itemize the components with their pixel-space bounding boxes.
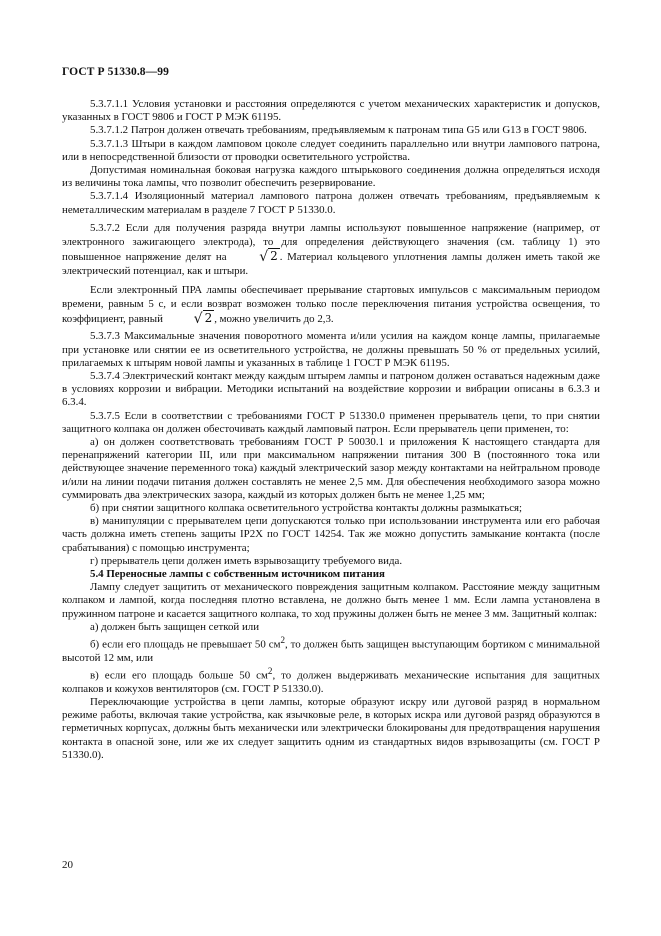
paragraph-5-3-7-4: 5.3.7.4 Электрический контакт между каждым штырем лампы и патроном должен оставаться надежным даже в условиях коррозии и вибрации. Методики испытаний на воздействие коррозии и вибрации описаны в 6.3.3 и 6.3.4. — [62, 369, 600, 409]
paragraph-5-3-7-1-4: 5.3.7.1.4 Изоляционный материал лампового патрона должен отвечать требованиям, предъявляемым к неметаллическим материалам в разделе 7 ГОСТ Р 51330.0. — [62, 190, 600, 216]
sqrt-value: 2 — [270, 248, 278, 263]
paragraph-protective-cover: Лампу следует защитить от механического повреждения защитным колпаком. Расстояние между защитным колпаком и лампой, когда последняя плотно вставлена, не должно быть менее 1 мм. Если лампа установлена в пружинном патроне и касается защитного колпака, то ход пружины должен быть не менее 3 мм. Защитный колпак: — [62, 581, 600, 620]
cover-item-v-text-b: , то должен выдерживать механические испытания для защитных колпаков и кожухов вентиляторов (см. ГОСТ Р 51330.0). — [62, 669, 600, 695]
paragraph-5-3-7-5: 5.3.7.5 Если в соответствии с требованиями ГОСТ Р 51330.0 применен прерыватель цепи, то при снятии защитного колпака он должен обесточивать каждый ламповый патрон. Если прерыватель цепи применен, то: — [62, 409, 600, 435]
paragraph-electronic-ballast-text-a: Если электронный ПРА лампы обеспечивает прерывание стартовых импульсов с максимальным периодом времени, равным 5 с, и если возврат возможен только после переключения питания устройства освещения, то коэффициент, равный — [62, 283, 600, 325]
sqrt-symbol-2: √ 2 — [193, 310, 213, 327]
list-item-v: в) манипуляции с прерывателем цепи допускаются только при использовании инструмента или его рабочая часть должна иметь степень защиты IP2X по ГОСТ 14254. Так же можно допустить замыкание контакта (после срабатывания) с помощью инструмента; — [62, 515, 600, 554]
paragraph-electronic-ballast-text-b: , можно увеличить до 2,3. — [214, 312, 334, 325]
paragraph-5-3-7-3: 5.3.7.3 Максимальные значения поворотного момента и/или усилия на каждом конце лампы, прилагаемые при установке или снятии ее из осветительного устройства, не должны превышать 50 % от предельных усилий, прилагаемых к штырям новой лампы и указанных в таблице 1 ГОСТ Р МЭК 61195. — [62, 330, 600, 369]
superscript-2-b: 2 — [267, 666, 273, 677]
paragraph-5-3-7-2 — [62, 221, 600, 279]
paragraph-5-3-7-1-3: 5.3.7.1.3 Штыри в каждом ламповом цоколе следует соединить параллельно или внутри лампового патрона, или в непосредственной близости от проводки осветительного устройства. — [62, 137, 600, 163]
list-item-a: а) он должен соответствовать требованиям ГОСТ Р 50030.1 и приложения К настоящего стандарта для перенапряжений категории III, или при максимальном напряжении питания 300 В (постоянного тока или действующее значение переменного тока) каждый электрический зазор между контактами на нейтральном проводе и/или на линии подачи питания должен составлять не менее 2,5 мм. Для обеспечения необходимого зазора можно суммировать два электрических зазора, каждый из которых должен быть не менее 1,25 мм; — [62, 435, 600, 501]
paragraph-switching-devices: Переключающие устройства в цепи лампы, которые образуют искру или дуговой разряд в нормальном режиме работы, включая такие устройства, как язычковые реле, в которых искра или дуговой разряд образуются в герметичных корпусах, должны быть механически или электрически блокированы для предотвращения нарушения контакта в опасной зоне, или же их следует защитить одним из стандартных видов взрывозащиты (см. ГОСТ Р 51330.0). — [62, 696, 600, 761]
document-header: ГОСТ Р 51330.8—99 — [62, 66, 169, 78]
paragraph-5-3-7-2-text-a: 5.3.7.2 Если для получения разряда внутри лампы используют повышенное напряжение (например, от электронного зажигающего электрода), то для определения действующего значения (см. таблицу 1) это повышенное напряжение делят на — [62, 221, 600, 263]
paragraph-5-3-7-2-text-b: . Материал кольцевого уплотнения лампы должен иметь такой же электрический потенциал, как и штыри. — [62, 250, 600, 278]
sqrt-symbol: √ 2 — [259, 248, 278, 265]
paragraph-lateral-load: Допустимая номинальная боковая нагрузка каждого штырькового соединения должна определяться исходя из величины тока лампы, что позволит обеспечить резервирование. — [62, 164, 600, 190]
paragraph-5-3-7-1-1: 5.3.7.1.1 Условия установки и расстояния определяются с учетом механических характеристик и допусков, указанных в ГОСТ 9806 и ГОСТ Р МЭК 61195. — [62, 98, 600, 124]
cover-item-v-text-a: в) если его площадь больше 50 см — [90, 669, 268, 682]
cover-item-a: а) должен быть защищен сеткой или — [90, 620, 260, 633]
paragraph-electronic-ballast — [62, 283, 600, 327]
section-heading-5-4: 5.4 Переносные лампы с собственным источником питания — [90, 567, 385, 580]
document-body — [62, 98, 600, 762]
cover-item-v — [62, 665, 600, 696]
cover-item-b-text-b: , то должен быть защищен выступающим бортиком с минимальной высотой 12 мм, или — [62, 638, 601, 664]
list-item-b: б) при снятии защитного колпака осветительного устройства контакты должны размыкаться; — [90, 501, 523, 514]
page-number: 20 — [62, 859, 73, 871]
paragraph-5-3-7-1-2: 5.3.7.1.2 Патрон должен отвечать требованиям, предъявляемым к патронам типа G5 или G13 в ГОСТ 9806. — [90, 124, 587, 137]
sqrt-value-2: 2 — [204, 310, 213, 325]
cover-item-b-text-a: б) если его площадь не превышает 50 см — [90, 638, 281, 651]
superscript-2: 2 — [280, 635, 286, 645]
list-item-g: г) прерыватель цепи должен иметь взрывозащиту требуемого вида. — [90, 554, 403, 567]
cover-item-b — [62, 634, 600, 665]
